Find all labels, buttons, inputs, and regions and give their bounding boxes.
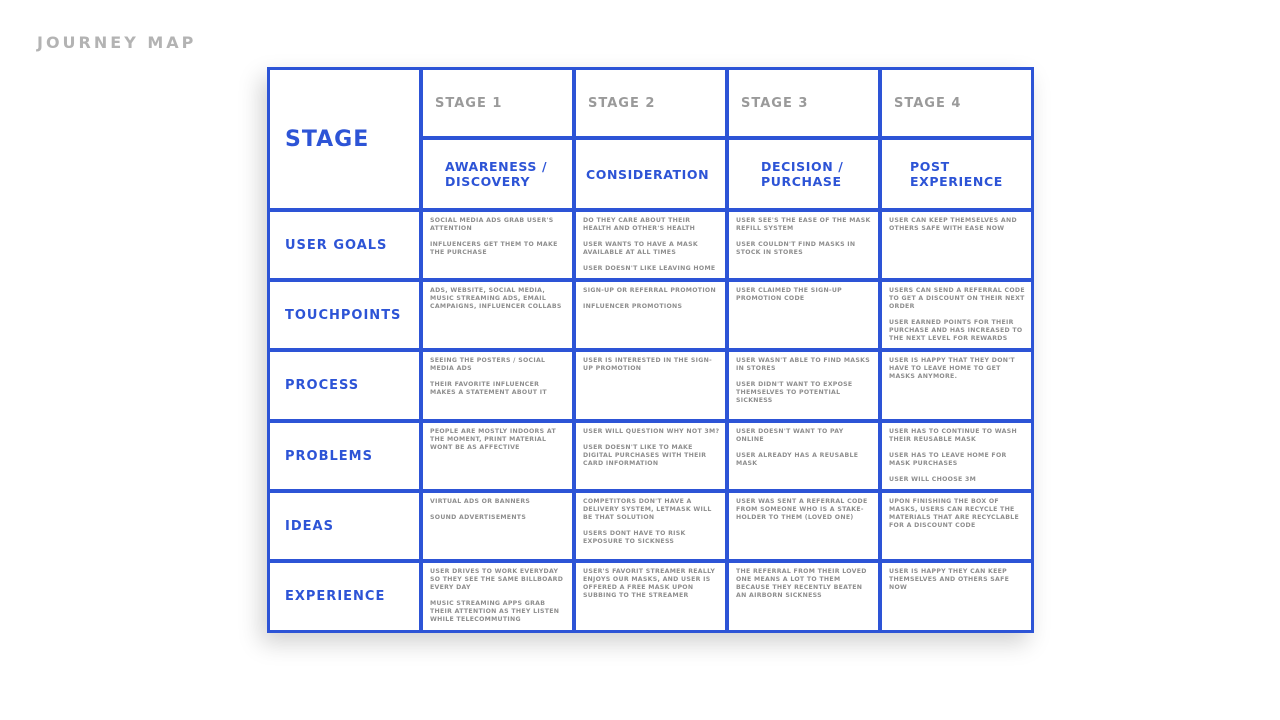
- cell-touchpoints-stage-3: [729, 282, 878, 348]
- cell-note: USER HAS TO LEAVE HOME FOR MASK PURCHASES: [889, 452, 1007, 467]
- cell-ideas-stage-4: [882, 493, 1031, 559]
- cell-process-stage-1: [423, 352, 572, 419]
- stage-name-text: [445, 159, 547, 189]
- cell-note: USERS CAN SEND A REFERRAL CODE TO GET A DISCOUNT ON THEIR NEXT ORDER: [889, 287, 1025, 310]
- stage-name-line: POST: [910, 159, 950, 174]
- cell-note: USER EARNED POINTS FOR THEIR PURCHASE AND HAS INCREASED TO THE NEXT LEVEL FOR REWARDS: [889, 319, 1023, 342]
- stage-number-2: STAGE 2: [576, 70, 725, 136]
- cell-problems-stage-2: [576, 423, 725, 489]
- cell-user-goals-stage-2: [576, 212, 725, 278]
- cell-ideas-stage-1: [423, 493, 572, 559]
- cell-note: USER DOESN'T LIKE TO MAKE DIGITAL PURCHASES WITH THEIR CARD INFORMATION: [583, 444, 707, 467]
- cell-process-stage-4: [882, 352, 1031, 419]
- stage-name-text: [586, 167, 709, 182]
- stage-number-4: STAGE 4: [882, 70, 1031, 136]
- stage-name-text: [761, 159, 843, 189]
- cell-note: USER WILL QUESTION WHY NOT 3M?: [583, 428, 720, 435]
- cell-experience-stage-4: [882, 563, 1031, 630]
- cell-note: VIRTUAL ADS OR BANNERS: [430, 498, 531, 505]
- cell-note: UPON FINISHING THE BOX OF MASKS, USERS CAN RECYCLE THE MATERIALS THAT ARE RECYCLABLE FOR A DISCOUNT CODE: [889, 498, 1019, 529]
- page-title: JOURNEY MAP: [37, 33, 197, 52]
- stage-name-3: [729, 140, 878, 208]
- cell-note: USER IS INTERESTED IN THE SIGN-UP PROMOTION: [583, 357, 712, 372]
- cell-note: MUSIC STREAMING APPS GRAB THEIR ATTENTION AS THEY LISTEN WHILE TELECOMMUTING: [430, 600, 560, 623]
- cell-note: USER HAS TO CONTINUE TO WASH THEIR REUSABLE MASK: [889, 428, 1017, 443]
- cell-touchpoints-stage-4: [882, 282, 1031, 348]
- row-label-touchpoints: TOUCHPOINTS: [270, 282, 419, 348]
- cell-user-goals-stage-3: [729, 212, 878, 278]
- cell-note: USER'S FAVORIT STREAMER REALLY ENJOYS OUR MASKS, AND USER IS OFFERED A FREE MASK UPON SUBBING TO THE STREAMER: [583, 568, 716, 599]
- cell-note: INFLUENCERS GET THEM TO MAKE THE PURCHASE: [430, 241, 558, 256]
- cell-problems-stage-1: [423, 423, 572, 489]
- stage-name-text: [910, 159, 1003, 189]
- stage-name-line: AWARENESS /: [445, 159, 548, 174]
- stage-name-1: [423, 140, 572, 208]
- row-label-user-goals: USER GOALS: [270, 212, 419, 278]
- cell-process-stage-3: [729, 352, 878, 419]
- cell-note: USER DRIVES TO WORK EVERYDAY SO THEY SEE THE SAME BILLBOARD EVERY DAY: [430, 568, 564, 591]
- stage-name-4: [882, 140, 1031, 208]
- cell-note: USER WANTS TO HAVE A MASK AVAILABLE AT ALL TIMES: [583, 241, 698, 256]
- cell-user-goals-stage-1: [423, 212, 572, 278]
- cell-note: USER DOESN'T LIKE LEAVING HOME: [583, 265, 716, 272]
- cell-note: USER DOESN'T WANT TO PAY ONLINE: [736, 428, 844, 443]
- stage-name-line: CONSIDERATION: [586, 166, 710, 182]
- cell-process-stage-2: [576, 352, 725, 419]
- cell-user-goals-stage-4: [882, 212, 1031, 278]
- cell-note: SOCIAL MEDIA ADS GRAB USER'S ATTENTION: [430, 217, 554, 232]
- cell-experience-stage-3: [729, 563, 878, 630]
- cell-note: SOUND ADVERTISEMENTS: [430, 514, 527, 521]
- stage-number-3: STAGE 3: [729, 70, 878, 136]
- stage-name-line: DECISION /: [761, 159, 844, 174]
- cell-note: USER WILL CHOOSE 3M: [889, 476, 977, 483]
- cell-note: USERS DONT HAVE TO RISK EXPOSURE TO SICKNESS: [583, 530, 686, 545]
- cell-note: USER CLAIMED THE SIGN-UP PROMOTION CODE: [736, 287, 842, 302]
- row-label-experience: EXPERIENCE: [270, 563, 419, 630]
- cell-experience-stage-2: [576, 563, 725, 630]
- row-label-problems: PROBLEMS: [270, 423, 419, 489]
- cell-note: USER SEE'S THE EASE OF THE MASK REFILL SYSTEM: [736, 217, 871, 232]
- stage-number-1: STAGE 1: [423, 70, 572, 136]
- cell-note: SIGN-UP OR REFERRAL PROMOTION: [583, 287, 716, 294]
- cell-note: USER IS HAPPY THEY CAN KEEP THEMSELVES AND OTHERS SAFE NOW: [889, 568, 1010, 591]
- stage-name-line: PURCHASE: [761, 174, 842, 189]
- cell-touchpoints-stage-1: [423, 282, 572, 348]
- cell-note: THE REFERRAL FROM THEIR LOVED ONE MEANS A LOT TO THEM BECAUSE THEY RECENTLY BEATEN AN AIRBORN SICKNESS: [736, 568, 867, 599]
- cell-note: COMPETITORS DON'T HAVE A DELIVERY SYSTEM, LETMASK WILL BE THAT SOLUTION: [583, 498, 712, 521]
- cell-note: PEOPLE ARE MOSTLY INDOORS AT THE MOMENT, PRINT MATERIAL WONT BE AS AFFECTIVE: [430, 428, 556, 451]
- cell-note: USER WAS SENT A REFERRAL CODE FROM SOMEONE WHO IS A STAKE-HOLDER TO THEM (LOVED ONE): [736, 498, 868, 521]
- stage-name-line: DISCOVERY: [445, 174, 531, 189]
- stage-name-2: [576, 140, 725, 208]
- cell-note: ADS, WEBSITE, SOCIAL MEDIA, MUSIC STREAMING ADS, EMAIL CAMPAIGNS, INFLUENCER COLLABS: [430, 287, 562, 310]
- row-label-ideas: IDEAS: [270, 493, 419, 559]
- cell-note: USER WASN'T ABLE TO FIND MASKS IN STORES: [736, 357, 870, 372]
- cell-ideas-stage-2: [576, 493, 725, 559]
- cell-note: SEEING THE POSTERS / SOCIAL MEDIA ADS: [430, 357, 546, 372]
- cell-note: USER ALREADY HAS A REUSABLE MASK: [736, 452, 859, 467]
- cell-note: USER IS HAPPY THAT THEY DON'T HAVE TO LEAVE HOME TO GET MASKS ANYMORE.: [889, 357, 1015, 380]
- cell-note: USER DIDN'T WANT TO EXPOSE THEMSELVES TO POTENTIAL SICKNESS: [736, 381, 853, 404]
- cell-note: THEIR FAVORITE INFLUENCER MAKES A STATEMENT ABOUT IT: [430, 381, 547, 396]
- cell-note: USER COULDN'T FIND MASKS IN STOCK IN STORES: [736, 241, 856, 256]
- row-label-process: PROCESS: [270, 352, 419, 419]
- cell-ideas-stage-3: [729, 493, 878, 559]
- cell-problems-stage-3: [729, 423, 878, 489]
- journey-map-table: [267, 67, 1034, 633]
- cell-touchpoints-stage-2: [576, 282, 725, 348]
- cell-problems-stage-4: [882, 423, 1031, 489]
- cell-note: DO THEY CARE ABOUT THEIR HEALTH AND OTHER'S HEALTH: [583, 217, 696, 232]
- cell-experience-stage-1: [423, 563, 572, 630]
- stage-name-line: EXPERIENCE: [910, 174, 1003, 189]
- cell-note: USER CAN KEEP THEMSELVES AND OTHERS SAFE WITH EASE NOW: [889, 217, 1017, 232]
- stage-header: STAGE: [270, 70, 419, 208]
- cell-note: INFLUENCER PROMOTIONS: [583, 303, 683, 310]
